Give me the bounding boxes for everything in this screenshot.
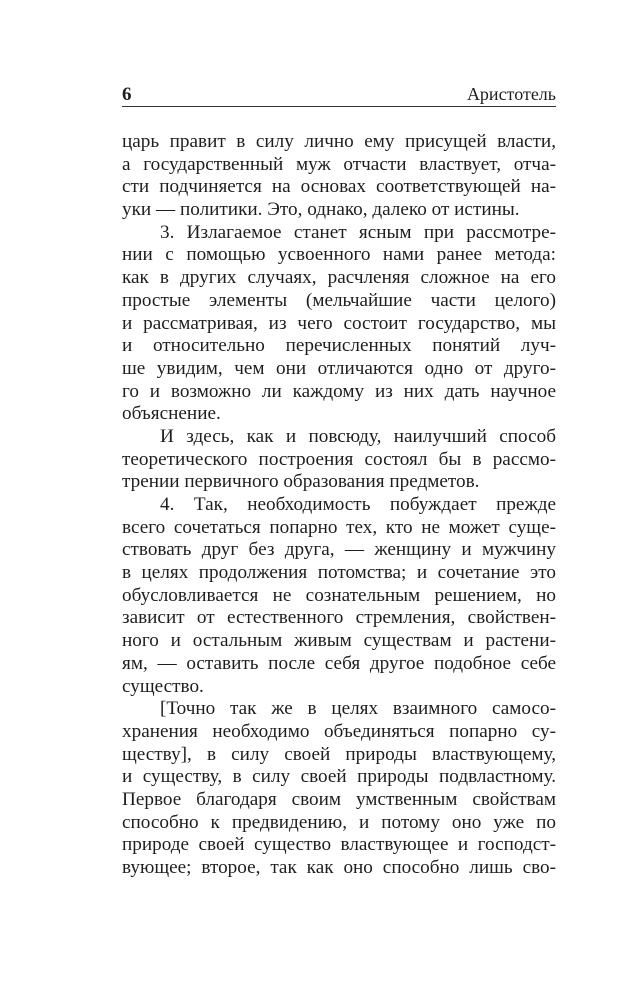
text-line: хранения необходимо объединяться попарно су- (122, 720, 556, 742)
text-line: а государственный муж отчасти властвует, отча- (122, 153, 556, 175)
text-line: простые элементы (мельчайшие части целого) (122, 289, 556, 311)
text-line: и рассматривая, из чего состоит государство, мы (122, 312, 556, 334)
text-line: 4. Так, необходимость побуждает прежде (160, 494, 556, 515)
text-line: и относительно перечисленных понятий луч- (122, 335, 556, 357)
text-line: ствовать друг без друга, — женщину и мужчину (122, 539, 556, 561)
text-line: объяснение. (122, 403, 221, 425)
text-line: го и возможно ли каждому из них дать научное (122, 380, 556, 402)
text-line: способно к предвидению, и потому оно уже по (122, 811, 556, 833)
text-line: 3. Излагаемое станет ясным при рассмотре- (160, 221, 556, 243)
text-line: как в других случаях, расчленяя сложное на его (122, 267, 556, 289)
text-line: обусловливается не сознательным решением, но (122, 584, 556, 606)
text-line: в целях продолжения потомства; и сочетание это (122, 562, 556, 584)
text-line: нии с помощью усвоенного нами ранее метода: (122, 244, 556, 266)
text-line: существо. (122, 675, 204, 697)
paragraph (122, 494, 556, 698)
paragraph (122, 222, 556, 426)
text-line: ного и остальным живым существам и растени- (122, 630, 556, 652)
text-line: теоретического построения состоял бы в рассмо- (122, 448, 556, 470)
running-title: Аристотель (466, 84, 556, 104)
text-line: И здесь, как и повсюду, наилучший способ (160, 425, 556, 447)
page-number: 6 (122, 84, 132, 105)
paragraph (122, 426, 556, 494)
text-line: вующее; второе, так как оно способно лишь сво- (122, 857, 556, 878)
text-line: ям, — оставить после себя другое подобное себе (122, 652, 556, 674)
text-line: трении первичного образования предметов. (122, 471, 480, 493)
running-header (122, 84, 556, 107)
text-line: ше увидим, чем они отличаются одно от друго- (122, 357, 556, 379)
text-line: зависит от естественного стремления, свойствен- (122, 607, 556, 629)
text-line: [Точно так же в целях взаимного самосо- (160, 698, 556, 720)
text-line: и существу, в силу своей природы подвластному. (122, 766, 556, 788)
text-line: Первое благодаря своим умственным свойствам (122, 788, 556, 810)
text-line: сти подчиняется на основах соответствующей на- (122, 176, 556, 198)
paragraph (122, 698, 556, 880)
text-line: всего сочетаться попарно тех, кто не может суще- (122, 516, 556, 538)
text-line: природе своей существо властвующее и господст- (122, 834, 556, 856)
text-line: ществу], в силу своей природы властвующему, (122, 743, 556, 765)
text-line: уки — политики. Это, однако, далеко от истины. (122, 199, 520, 221)
page-body-text (122, 131, 556, 880)
paragraph (122, 131, 556, 222)
text-line: царь правит в силу лично ему присущей власти, (122, 131, 556, 152)
